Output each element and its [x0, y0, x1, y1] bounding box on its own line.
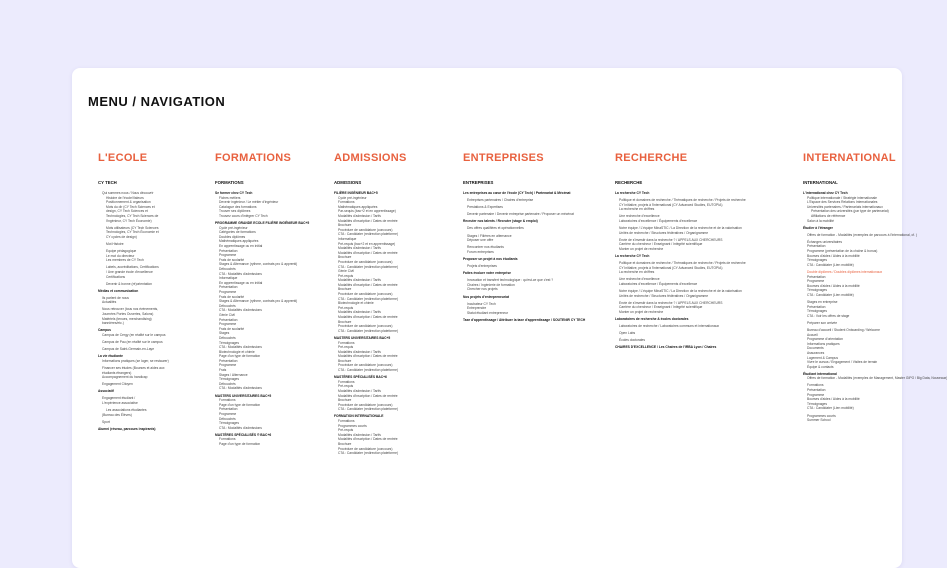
- menu-item[interactable]: Formations: [338, 419, 355, 423]
- menu-item[interactable]: CTA : Modalités d'admissions: [219, 271, 262, 276]
- menu-item[interactable]: Témoignages: [807, 401, 827, 406]
- menu-item[interactable]: Programmes courts: [338, 423, 367, 428]
- menu-section-label[interactable]: Laboratoires de recherche & écoles doctorales: [615, 317, 689, 322]
- menu-item[interactable]: Chaires / Ingénierie de formation: [467, 282, 515, 287]
- column-formations: [215, 152, 329, 447]
- menu-item[interactable]: étudiants étrangers): [102, 370, 132, 375]
- menu-item[interactable]: Frais: [219, 368, 227, 373]
- menu-item[interactable]: Pré-requis: [338, 273, 354, 278]
- menu-item[interactable]: Politique internationale / Stratégie internationale: [807, 195, 878, 200]
- menu-item[interactable]: Statut étudiant entrepreneur: [467, 310, 509, 315]
- menu-item[interactable]: Frais de scolarité: [219, 294, 245, 299]
- column-title[interactable]: FORMATIONS: [215, 152, 292, 164]
- menu-item[interactable]: L'expérience associative: [102, 400, 138, 405]
- menu-item[interactable]: Salon à la mobilité: [807, 218, 834, 223]
- menu-item[interactable]: En apprentissage ou en initial: [219, 280, 263, 285]
- menu-section-label[interactable]: FORMATION INTERNATIONALE: [334, 414, 384, 419]
- menu-list: [98, 191, 210, 431]
- menu-item[interactable]: Stages en entreprise: [807, 299, 838, 304]
- column-heading[interactable]: FORMATIONS: [215, 180, 244, 185]
- menu-item[interactable]: Campus de Pau (en réalité sur le campus: [102, 340, 163, 345]
- column-international: [803, 152, 947, 423]
- menu-item[interactable]: Actualités: [102, 300, 117, 305]
- menu-item[interactable]: Modalités d'admission / Tarifs: [338, 388, 381, 393]
- menu-item[interactable]: CTA : Modalités d'admissions: [219, 308, 262, 313]
- menu-item[interactable]: Procédure de candidature (concours): [338, 324, 393, 329]
- menu-item[interactable]: Procédure de candidature (concours): [338, 292, 393, 297]
- menu-item[interactable]: Témoignages: [807, 309, 827, 314]
- column-heading[interactable]: INTERNATIONAL: [803, 180, 838, 185]
- menu-item[interactable]: Échanges universitaires: [807, 239, 843, 244]
- menu-item[interactable]: Informatique: [219, 276, 238, 281]
- menu-item[interactable]: Journées Portes Ouvertes, Salons): [102, 312, 154, 317]
- menu-item[interactable]: Pré-requis: [338, 428, 354, 433]
- menu-item[interactable]: Financer ses études (Bourses et aides aux: [102, 365, 165, 370]
- menu-item[interactable]: Rencontrer nos étudiants: [467, 245, 504, 250]
- menu-item[interactable]: Témoignages: [219, 340, 239, 345]
- menu-item[interactable]: Équipe & contacts: [807, 364, 834, 369]
- menu-item[interactable]: Technologies, CY Tech Économie et: [106, 230, 159, 235]
- sitemap-sheet: [72, 68, 947, 568]
- menu-item[interactable]: CTA : Candidater (redirection plateforme): [338, 407, 399, 412]
- column-admissions: [334, 152, 458, 456]
- menu-item[interactable]: Génie Civil: [219, 312, 235, 317]
- menu-item[interactable]: Stages / Filières en alternance: [467, 233, 512, 238]
- menu-item[interactable]: Offres de formation - Modalités (exemples de Management, Master GIPO / Big Data, Nouveaux): [807, 376, 947, 381]
- menu-section-label[interactable]: MASTERS UNIVERSITAIRES BAC+5: [215, 393, 272, 398]
- menu-section-label[interactable]: Étudier à l'étranger: [803, 225, 833, 230]
- menu-section-label[interactable]: MASTERS UNIVERSITAIRES BAC+5: [334, 335, 391, 340]
- menu-item[interactable]: Logement & Campus: [807, 355, 838, 360]
- column-l-ecole: [98, 152, 210, 431]
- menu-item[interactable]: Notre équipe / L'équipe MinaSTIC / La Direction de la recherche et de la valorisation: [619, 226, 742, 231]
- menu-item[interactable]: Formations: [338, 200, 355, 205]
- menu-item[interactable]: Laboratoires d'excellence / Équipements d'excellence: [619, 218, 698, 223]
- menu-section-label[interactable]: Alumni (réseau, parcours inspirants): [98, 426, 156, 431]
- menu-item[interactable]: Présentation des universités (par type de partenariat): [811, 209, 889, 214]
- menu-item[interactable]: Déposer une offre: [467, 238, 494, 243]
- menu-item[interactable]: Formations: [338, 340, 355, 345]
- menu-item[interactable]: Programme: [807, 392, 825, 397]
- menu-item[interactable]: Politique et domaines de recherche / Thématiques de recherche / Projets de recherche: [619, 198, 746, 203]
- column-heading[interactable]: RECHERCHE: [615, 180, 643, 185]
- menu-item[interactable]: Modalités d'inscription / Dates de rentrée: [338, 250, 398, 255]
- menu-item[interactable]: l'ingénieur, CY Tech Économie): [106, 218, 152, 223]
- menu-item[interactable]: Formations: [807, 383, 824, 388]
- menu-item[interactable]: CTA : Candidater (redirection plateforme): [338, 368, 399, 373]
- menu-item[interactable]: Catégories de formations: [219, 230, 256, 235]
- menu-item[interactable]: Certifications: [106, 274, 126, 279]
- menu-item[interactable]: CTA : Candidater (redirection plateforme): [338, 328, 399, 333]
- menu-item[interactable]: Brochure: [338, 398, 352, 403]
- menu-item[interactable]: Programme: [219, 253, 237, 258]
- menu-item[interactable]: CTA : Candidater (redirection plateforme): [338, 232, 399, 237]
- menu-item[interactable]: Formations: [219, 437, 236, 442]
- menu-item[interactable]: Carrière du chercheur / Enseignant / Intégrité scientifique: [619, 242, 703, 247]
- menu-item[interactable]: Programme: [219, 363, 237, 368]
- menu-section-label[interactable]: La recherche CY Tech: [615, 191, 650, 195]
- menu-item[interactable]: Stages: [219, 331, 230, 336]
- menu-item[interactable]: Summer School: [807, 418, 831, 423]
- menu-section-label[interactable]: CHAIRES D'EXCELLENCE / Les Chaires de l'IRBA Lyon / Chaires: [615, 345, 717, 350]
- menu-item[interactable]: / Une grande école d'excellence: [106, 269, 153, 274]
- menu-item[interactable]: Programme d'orientation: [807, 337, 843, 342]
- menu-section-label[interactable]: Proposer un projet à nos étudiants: [463, 256, 518, 261]
- menu-item[interactable]: Double diplômes / Doubles diplômes internationaux: [807, 269, 883, 274]
- column-title[interactable]: RECHERCHE: [615, 152, 688, 164]
- menu-item[interactable]: CTA : Modalités d'admissions: [219, 386, 262, 391]
- menu-section-label[interactable]: Les entreprises au cœur de l'école (CY Tech) / Partenariat & Mécénat: [463, 191, 571, 195]
- menu-item[interactable]: Procédure de candidature (concours): [338, 363, 393, 368]
- menu-item[interactable]: Modalités d'admission / Tarifs: [338, 213, 381, 218]
- menu-item[interactable]: Forum entreprises: [467, 249, 494, 254]
- menu-item[interactable]: Politique et domaines de recherche / Thématiques de recherche / Projets de recherche: [619, 261, 746, 266]
- menu-item[interactable]: Campus de Saint-Germain-en-Laye: [102, 347, 155, 352]
- menu-section-label[interactable]: Se former chez CY Tech: [215, 191, 253, 195]
- menu-item[interactable]: CY cycles de design): [106, 234, 137, 239]
- menu-item[interactable]: Monter un projet de recherche: [619, 246, 664, 251]
- menu-item[interactable]: Programme: [219, 289, 237, 294]
- menu-item[interactable]: Engagement Citoyen: [102, 382, 133, 387]
- menu-item[interactable]: Modalités d'admission / Tarifs: [338, 278, 381, 283]
- menu-item[interactable]: Mathématiques appliquées: [338, 204, 378, 209]
- menu-item[interactable]: Brochure: [338, 223, 352, 228]
- menu-item[interactable]: Débouchés: [219, 335, 236, 340]
- menu-section-label[interactable]: La recherche CY Tech: [615, 254, 650, 259]
- menu-section-label[interactable]: Campus: [98, 328, 112, 333]
- menu-item[interactable]: Brochure: [338, 358, 352, 363]
- menu-item[interactable]: Procédure de candidature (concours): [338, 259, 393, 264]
- menu-item[interactable]: Devenir partenaire / Devenir entreprise partenaire / Proposer un mécénat: [467, 212, 574, 217]
- menu-item[interactable]: Présentation: [807, 388, 826, 393]
- menu-list: [215, 191, 329, 447]
- menu-item[interactable]: Témoignages: [219, 421, 239, 426]
- menu-item[interactable]: Nous retrouver (tous nos événements,: [102, 307, 159, 312]
- menu-item[interactable]: CTA : Voir les offres de stage: [807, 313, 850, 318]
- menu-item[interactable]: Modalités d'inscription / Dates de rentrée: [338, 393, 398, 398]
- menu-item[interactable]: Des offres qualifiées et opérationnelles: [467, 226, 524, 231]
- menu-item[interactable]: Frais de scolarité: [219, 257, 245, 262]
- menu-item[interactable]: Accueil: [807, 332, 818, 337]
- menu-section-label[interactable]: PROGRAMME GRANDE ECOLE FILIÈRE INGÉNIEUR BAC+5: [215, 221, 310, 226]
- menu-item[interactable]: Informatique: [338, 236, 357, 241]
- menu-item[interactable]: Présentation: [219, 407, 238, 412]
- menu-item[interactable]: Biotechnologie et chimie: [219, 349, 255, 354]
- menu-item[interactable]: Formations: [338, 379, 355, 384]
- menu-section-label[interactable]: MASTÈRES SPÉCIALISÉS BAC+6: [334, 375, 387, 380]
- menu-item[interactable]: CTA : Candidater (redirection plateforme): [338, 264, 399, 269]
- menu-item[interactable]: Incubateur CY Tech: [467, 301, 496, 306]
- menu-item[interactable]: Présentation: [807, 244, 826, 249]
- menu-item[interactable]: Cycle pré-ingénieur: [338, 195, 367, 200]
- menu-item[interactable]: Brochure: [338, 255, 352, 260]
- column-title[interactable]: ADMISSIONS: [334, 152, 407, 164]
- menu-item[interactable]: Entreprises partenaires / Chaires d'entreprise: [467, 198, 534, 203]
- menu-item[interactable]: Biotechnologie et chimie: [338, 301, 374, 306]
- menu-section-label[interactable]: FILIÈRE INGÉNIEUR BAC+5: [334, 191, 378, 195]
- menu-section-label[interactable]: Médias et communication: [98, 288, 139, 293]
- menu-item[interactable]: CTA : Candidater (redirection plateforme): [338, 451, 399, 456]
- menu-item[interactable]: Écoles doctorales: [619, 338, 646, 343]
- menu-list: [334, 191, 458, 456]
- menu-item[interactable]: Envie de s'investir dans la recherche ? / APPELS AUX CHERCHEURS: [619, 237, 723, 242]
- menu-item[interactable]: Bourses d'aides / Aides à la mobilité: [807, 253, 860, 258]
- menu-item[interactable]: Programme (présentation de la chaîne & bonus): [807, 249, 878, 254]
- menu-item[interactable]: Affiliations de référence: [811, 213, 846, 218]
- menu-item[interactable]: Les associations étudiantes: [106, 408, 147, 413]
- menu-item[interactable]: Génie Civil: [338, 269, 354, 274]
- menu-item[interactable]: Programmes courts: [807, 413, 836, 418]
- menu-item[interactable]: Témoignages: [807, 288, 827, 293]
- column-title[interactable]: L'ECOLE: [98, 152, 148, 164]
- menu-section-label[interactable]: MASTÈRES SPÉCIALISÉS ® BAC+6: [215, 432, 272, 437]
- menu-item[interactable]: Informations pratiques: [807, 341, 840, 346]
- menu-item[interactable]: Universités partenaires / Partenariats internationaux: [807, 204, 883, 209]
- menu-item[interactable]: L'Espace des Services Relations Internationales: [807, 200, 878, 205]
- menu-item[interactable]: La recherche en chiffres: [619, 207, 655, 212]
- menu-item[interactable]: Le mot du directeur: [106, 253, 135, 258]
- menu-section-label[interactable]: Recruter nos talents / Recruter (stage & emploi): [463, 219, 538, 224]
- menu-item[interactable]: Positionnement & organisation: [106, 200, 151, 205]
- menu-item[interactable]: Laboratoires de recherche / Laboratoires communs et internationaux: [619, 324, 720, 329]
- menu-item[interactable]: Open Labs: [619, 331, 636, 336]
- menu-list: [803, 191, 947, 423]
- menu-section-label[interactable]: Associatif: [98, 389, 114, 394]
- menu-section-label[interactable]: Étudiant international: [803, 371, 837, 376]
- menu-list: [615, 191, 799, 350]
- menu-item[interactable]: design, CY Tech Sciences et: [106, 209, 148, 214]
- menu-item[interactable]: Documents: [807, 346, 824, 351]
- menu-item[interactable]: Mots utilisateurs (CY Tech Sciences: [106, 225, 159, 230]
- menu-item[interactable]: Engagement étudiant /: [102, 396, 136, 401]
- menu-item[interactable]: Modalités d'inscription / Dates de rentrée: [338, 354, 398, 359]
- menu-item[interactable]: Fiches métiers: [219, 195, 241, 200]
- column-heading[interactable]: CY TECH: [98, 180, 117, 185]
- menu-item[interactable]: Pré-requis: [338, 345, 354, 350]
- menu-item[interactable]: Carrière du chercheur / Enseignant / Intégrité scientifique: [619, 305, 703, 310]
- column-heading[interactable]: ADMISSIONS: [334, 180, 362, 185]
- menu-item[interactable]: Pré-requis: [338, 305, 354, 310]
- menu-item[interactable]: Laboratoires d'excellence / Équipements d'excellence: [619, 282, 698, 286]
- menu-item[interactable]: Témoignages: [219, 377, 239, 382]
- menu-item[interactable]: Présentation: [219, 285, 238, 290]
- menu-item[interactable]: Modalités d'inscription / Dates de rentrée: [338, 218, 398, 223]
- menu-item[interactable]: Devenir & bonne (ré)orientation: [106, 281, 152, 286]
- menu-item[interactable]: Présentation: [807, 274, 826, 279]
- menu-item[interactable]: Devenir ingénieur / Le métier d'ingénieur: [219, 200, 279, 205]
- menu-item[interactable]: Modalités d'inscription / Dates de rentrée: [338, 282, 398, 287]
- menu-item[interactable]: Procédure de candidature (concours): [338, 402, 393, 407]
- column-title[interactable]: INTERNATIONAL: [803, 152, 896, 164]
- menu-item[interactable]: Assurances: [807, 350, 825, 355]
- menu-item[interactable]: Présentation: [219, 317, 238, 322]
- menu-item[interactable]: Doubles diplômes: [219, 234, 246, 239]
- menu-item[interactable]: Présentation: [807, 304, 826, 309]
- menu-item[interactable]: Stages / Alternance: [219, 372, 248, 377]
- menu-item[interactable]: CY Initiative, projets à l'international (CY Advanced Studies, EUTOPIA): [619, 202, 723, 207]
- menu-item[interactable]: Programme: [807, 279, 825, 284]
- menu-item[interactable]: Offres de formation - Modalités (exemples de parcours à l'international, cf. ): [807, 232, 917, 237]
- menu-item[interactable]: Modalités d'admission / Tarifs: [338, 432, 381, 437]
- menu-item[interactable]: Les membres de CY Tech: [106, 258, 144, 263]
- menu-item[interactable]: Programme: [219, 411, 237, 416]
- menu-item[interactable]: Modalités d'admission / Tarifs: [338, 246, 381, 251]
- menu-item[interactable]: Page d'un type de formation: [219, 354, 261, 359]
- menu-item[interactable]: Entreprendre: [467, 306, 487, 311]
- menu-item[interactable]: CY Initiative, projets à l'international (CY Advanced Studies, EUTOPIA): [619, 265, 723, 270]
- menu-item[interactable]: Stages & Alternance (rythme, contrats pro & apprenti): [219, 262, 298, 267]
- menu-section-label[interactable]: Nos projets d'entrepreneuriat: [463, 294, 510, 299]
- menu-section-label[interactable]: Faites évoluer votre entreprise: [463, 271, 512, 276]
- menu-item[interactable]: Unités de recherche / Structures fédératives / Organigramme: [619, 293, 709, 298]
- menu-item[interactable]: Pré-requis (bac+2 et en apprentissage): [338, 241, 396, 246]
- menu-item[interactable]: Accompagnement du handicap: [102, 375, 148, 380]
- column-entreprises: [463, 152, 611, 322]
- menu-item[interactable]: CTA : Candidater (Lien mobilité): [807, 292, 854, 297]
- menu-item[interactable]: Modalités d'inscription / Dates de rentrée: [338, 315, 398, 320]
- menu-item[interactable]: Brochure: [338, 441, 352, 446]
- menu-item[interactable]: Bourses d'aides / Aides à la mobilité: [807, 397, 860, 402]
- menu-item[interactable]: bannières/etc.): [102, 321, 124, 326]
- menu-item[interactable]: Unités de recherche / Structures fédératives / Organigramme: [619, 230, 709, 235]
- menu-item[interactable]: CTA : Modalités d'admissions: [219, 425, 262, 430]
- menu-item[interactable]: CTA : Candidater (Lien mobilité): [807, 406, 854, 411]
- menu-item[interactable]: CTA : Candidater (redirection plateforme): [338, 296, 399, 301]
- menu-item[interactable]: Mathématiques appliquées: [219, 239, 259, 244]
- menu-item[interactable]: Programme: [219, 322, 237, 327]
- menu-item[interactable]: Présentation: [219, 358, 238, 363]
- menu-item[interactable]: Innovation et transfert technologique : qu'est-ce que c'est ?: [467, 278, 554, 283]
- menu-item[interactable]: Chercher nos projets: [467, 287, 498, 292]
- menu-item[interactable]: Brochure: [338, 319, 352, 324]
- menu-item[interactable]: CTA : Candidater (Lien mobilité): [807, 262, 854, 267]
- column-heading[interactable]: ENTREPRISES: [463, 180, 494, 185]
- menu-item[interactable]: La recherche en chiffres: [619, 270, 655, 275]
- menu-item[interactable]: Sport: [102, 419, 110, 424]
- menu-item[interactable]: Brochure: [338, 287, 352, 292]
- menu-item[interactable]: Notre équipe / L'équipe MinaSTIC / La Direction de la recherche et de la valorisation: [619, 289, 742, 294]
- menu-item[interactable]: Une recherche d'excellence: [619, 214, 660, 219]
- menu-item[interactable]: Par-sequis (bac+2 et en apprentissage): [338, 209, 396, 214]
- menu-item[interactable]: Page d'un type de formation: [219, 402, 261, 407]
- menu-item[interactable]: Envie de s'investir dans la recherche ? / APPELS AUX CHERCHEURS: [619, 300, 723, 305]
- column-recherche: [615, 152, 799, 350]
- menu-item[interactable]: Qui sommes nous / Nous découvrir: [102, 191, 154, 195]
- menu-item[interactable]: Ils parlent de nous: [102, 295, 129, 300]
- menu-item[interactable]: Mot Histoire: [106, 241, 124, 246]
- menu-item[interactable]: Préparer son arrivée: [807, 320, 838, 325]
- menu-item[interactable]: Bureau d'accueil / Student Onboarding / Welcome: [807, 327, 880, 332]
- menu-item[interactable]: Matériels (tenues, merchandising): [102, 316, 152, 321]
- menu-item[interactable]: Prestations & Expertises: [467, 205, 503, 210]
- menu-item[interactable]: (Bureau des Élèves): [102, 412, 132, 417]
- menu-item[interactable]: Trouvez cours d'intégrer CY Tech: [219, 213, 268, 218]
- menu-item[interactable]: Formations: [219, 398, 236, 403]
- menu-item[interactable]: Modalités d'admission / Tarifs: [338, 349, 381, 354]
- menu-item[interactable]: Débouchés: [219, 381, 236, 386]
- menu-item[interactable]: Equipe pédagogique: [106, 249, 137, 254]
- menu-item[interactable]: Procédure de candidature (concours): [338, 227, 393, 232]
- menu-item[interactable]: Informations pratiques (se loger, se restaurer): [102, 358, 169, 363]
- menu-item[interactable]: Frais de scolarité: [219, 326, 245, 331]
- menu-item[interactable]: Catalogue des formations: [219, 204, 257, 209]
- menu-list: [463, 191, 611, 322]
- menu-item[interactable]: Modalités d'inscription / Dates de rentrée: [338, 437, 398, 442]
- menu-item[interactable]: Projets d'entreprises: [467, 264, 497, 269]
- menu-item[interactable]: Labels, accréditations, Certifications: [106, 265, 159, 270]
- menu-item[interactable]: Une recherche d'excellence: [619, 277, 660, 282]
- menu-item[interactable]: Stages & Alternance (rythme, contrats pro & apprenti): [219, 299, 298, 304]
- menu-section-label[interactable]: La vie étudiante: [98, 354, 123, 359]
- menu-item[interactable]: Procédure de candidature (concours): [338, 446, 393, 451]
- menu-item[interactable]: Pré-requis: [338, 384, 354, 389]
- menu-item[interactable]: Témoignages: [807, 258, 827, 263]
- menu-item[interactable]: Page d'un type de formation: [219, 441, 261, 446]
- menu-item[interactable]: Technologies, CY Tech Sciences de: [106, 213, 159, 218]
- menu-item[interactable]: Campus de Cergy (en réalité sur le campus: [102, 332, 166, 337]
- menu-section-label[interactable]: L'international chez CY Tech: [803, 191, 848, 195]
- menu-item[interactable]: Cycle pré-ingénieur: [219, 225, 248, 230]
- menu-item[interactable]: CTA : Modalités d'admissions: [219, 345, 262, 350]
- menu-item[interactable]: Débouchés: [219, 416, 236, 421]
- menu-section-label[interactable]: Taxe d'apprentissage / Attribuer la taxe d'apprentissage / SOUTENIR CY TECH: [463, 317, 586, 322]
- menu-item[interactable]: Trouver ses diplômes: [219, 209, 251, 214]
- menu-item[interactable]: Vivre le cursus / Engagement / Visites de terrain: [807, 360, 878, 365]
- menu-item[interactable]: Histoire de l'école/Valeurs: [106, 195, 144, 200]
- menu-item[interactable]: Débouchés: [219, 267, 236, 271]
- page-title: MENU / NAVIGATION: [88, 94, 226, 109]
- column-title[interactable]: ENTREPRISES: [463, 152, 544, 164]
- menu-item[interactable]: Bourses d'aides / Aides à la mobilité: [807, 283, 860, 288]
- menu-item[interactable]: Monter un projet de recherche: [619, 309, 664, 314]
- menu-item[interactable]: Mots du dir (CY Tech Sciences et: [106, 204, 155, 209]
- menu-item[interactable]: Présentation: [219, 248, 238, 253]
- menu-item[interactable]: En apprentissage ou en initial: [219, 244, 263, 249]
- menu-item[interactable]: Modalités d'admission / Tarifs: [338, 310, 381, 315]
- menu-item[interactable]: Débouchés: [219, 303, 236, 308]
